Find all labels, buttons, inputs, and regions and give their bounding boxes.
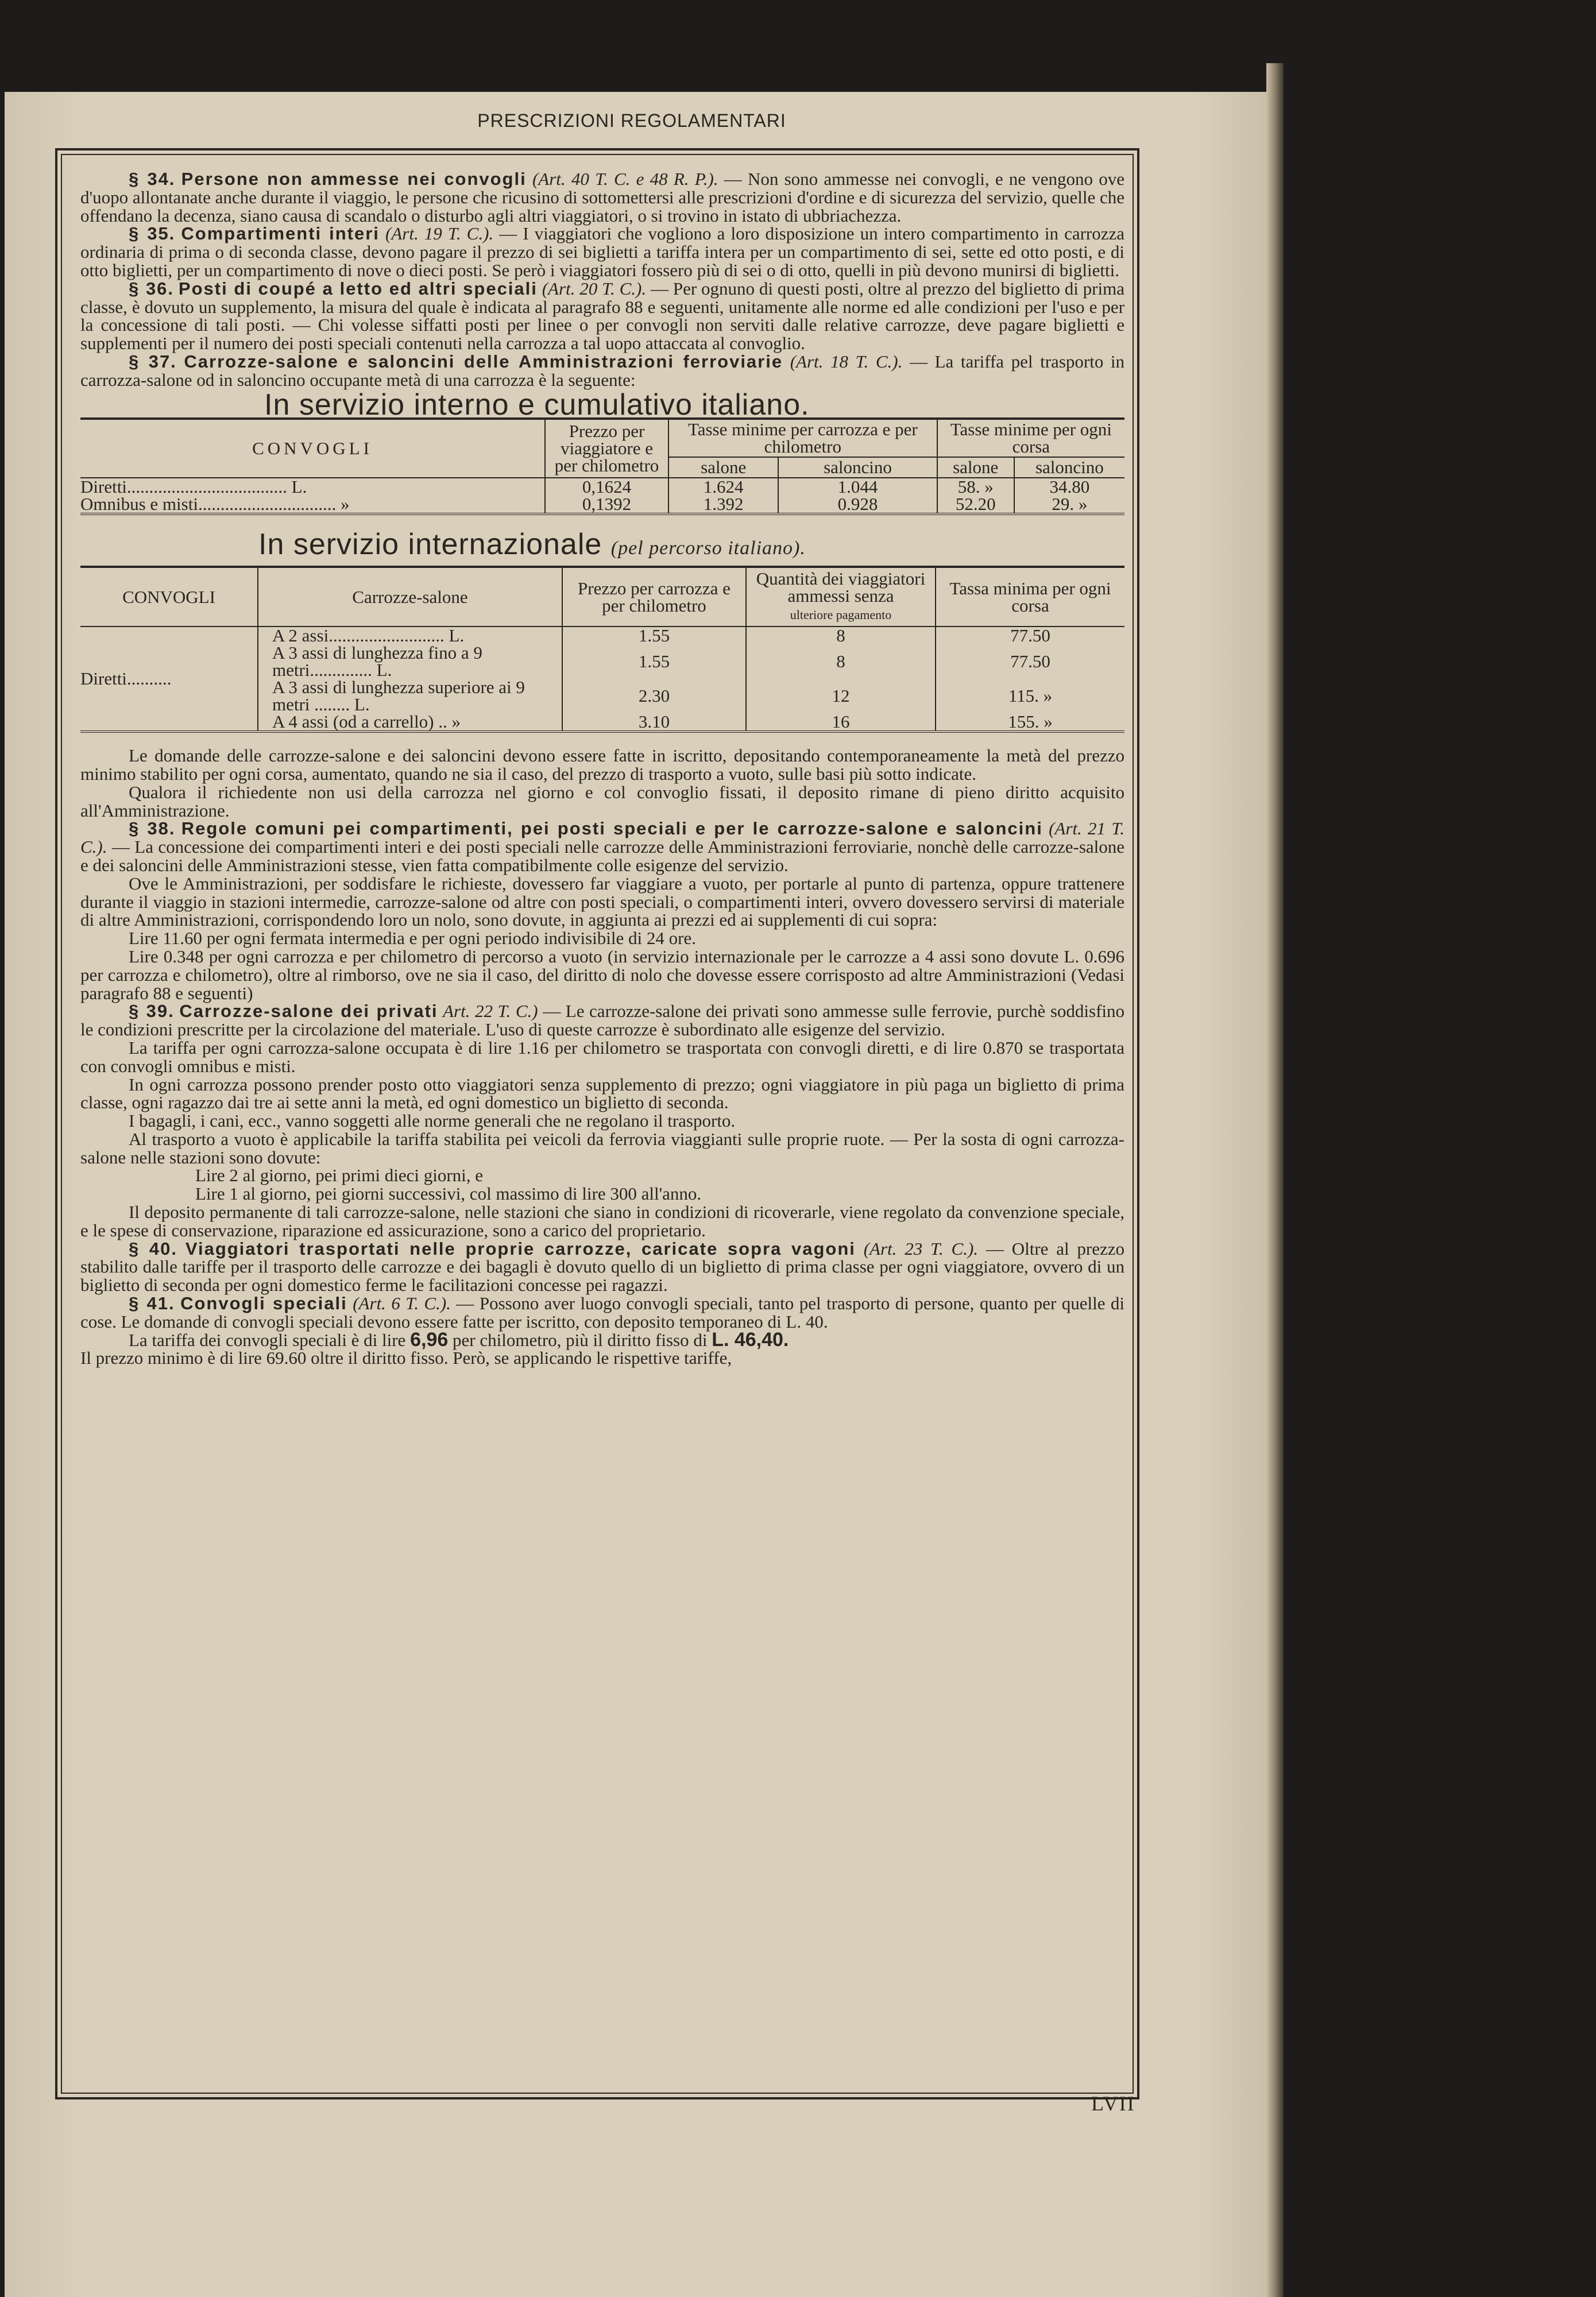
section-number: § 37. xyxy=(129,351,177,372)
section-title: Carrozze-salone dei privati xyxy=(179,1001,438,1022)
section-title: Convogli speciali xyxy=(180,1293,347,1314)
section-ref: (Art. 40 T. C. e 48 R. P.). xyxy=(532,169,718,189)
section-text: — Possono aver luogo convogli speciali, tanto pel trasporto di persone, quanto per quelle di cose. Le domande di convogli speciali devono essere fatte per iscritto, con deposito temporaneo di L. 40. xyxy=(80,1293,1125,1332)
section-ref: (Art. 21 T. C.). xyxy=(80,818,1125,857)
section-ref: (Art. 20 T. C.). xyxy=(542,278,647,299)
section-text: — Non sono ammesse nei convogli, e ne vengono ove d'uopo allontanate anche durante il viaggio, le persone che ricusino di sottomettersi alle prescrizioni d'ordine e di sicurezza del servizio, quelle che offendano la decenza, siano causa di scandalo o disturbo agli altri viaggiatori, o si trovino in istato di ubbriachezza. xyxy=(80,169,1125,226)
paragraph: Il prezzo minimo è di lire 69.60 oltre il diritto fisso. Però, se applicando le rispettive tariffe, xyxy=(80,1348,732,1368)
col-saloncino-km: saloncino xyxy=(778,457,937,478)
section-text: — La tariffa pel trasporto in carrozza-salone od in saloncino occupante metà di una carrozza è la seguente: xyxy=(80,351,1125,390)
section-title: Carrozze-salone e saloncini delle Amministrazioni ferroviarie xyxy=(184,351,783,372)
col-quantita: Quantità dei viaggiatori ammessi senza ulteriore pagamento xyxy=(746,567,936,627)
paragraph: I bagagli, i cani, ecc., vanno soggetti alle norme generali che ne regolano il trasporto. xyxy=(129,1111,736,1131)
section-text: — Oltre al prezzo stabilito dalle tariffe per il trasporto delle carrozze e dei bagagli è dovuto quello di un biglietto di prima classe per ogni viaggiatore, ovvero di un biglietto di seconda per ogni domestico ferme le facilitazioni concesse pei ragazzi. xyxy=(80,1238,1125,1296)
section-number: § 34. xyxy=(129,169,176,189)
paragraph: Lire 0.348 per ogni carrozza e per chilometro di percorso a vuoto (in servizio internazionale per le carrozze a 4 assi sono dovute L. 0.696 per carrozza e chilometro), oltre al rimborso, ove ne sia il caso, del diritto di nolo che dovesse essere corrisposto ad altre Amministrazioni (Vedasi paragrafo 88 e seguenti) xyxy=(80,946,1124,1003)
section-number: § 38. xyxy=(129,818,176,839)
section-text: — I viaggiatori che vogliono a loro disposizione un intero compartimento in carrozza ordinaria di prima o di seconda classe, devono pagare il prezzo di sei biglietti a tariffa intera per un compartimento di sei, sette ed otto posti, e di otto biglietti, per un compartimento di nove o dieci posti. Se però i viaggiatori fossero più di sei o di otto, quelli in più devono munirsi di biglietti. xyxy=(80,223,1125,280)
col-carrozze: Carrozze-salone xyxy=(258,567,562,627)
col-tassa: Tassa minima per ogni corsa xyxy=(936,567,1124,627)
col-tasse-corsa: Tasse minime per ogni corsa xyxy=(937,419,1124,457)
col-prezzo: Prezzo per carrozza e per chilometro xyxy=(562,567,746,627)
table-interno xyxy=(80,417,1124,515)
section-text: — Per ognuno di questi posti, oltre al prezzo del biglietto di prima classe, è dovuto un supplemento, la misura del quale è indicata al paragrafo 88 e seguenti, unitamente alle norme ed alle condizioni per l'uso e per la concessione di tali posti. — Chi volesse siffatti posti per linee o per convogli non serviti dalle relative carrozze, deve pagare biglietti e supplementi per il numero dei posti speciali contenuti nella carrozza a tal uopo attaccata al convoglio. xyxy=(80,278,1124,354)
section-title: Regole comuni pei compartimenti, pei posti speciali e per le carrozze-salone e saloncini xyxy=(181,818,1043,839)
section-35 xyxy=(80,225,1124,279)
section-ref: (Art. 18 T. C.). xyxy=(790,351,903,372)
table-row: Diretti.......... A 2 assi.......................... L. 1.55 8 77.50 xyxy=(80,627,1124,644)
section-36 xyxy=(80,280,1124,353)
paragraph: Al trasporto a vuoto è applicabile la tariffa stabilita pei veicoli da ferrovia viaggianti sulle proprie ruote. — Per la sosta di ogni carrozza-salone nelle stazioni sono dovute: xyxy=(80,1128,1124,1167)
col-tasse-km: Tasse minime per carrozza e per chilometro xyxy=(668,419,937,457)
table2-title: In servizio internazionale (pel percorso italiano). xyxy=(258,528,806,562)
paragraph: Lire 11.60 per ogni fermata intermedia e per ogni periodo indivisibile di 24 ore. xyxy=(129,928,696,949)
paragraph: In ogni carrozza possono prender posto otto viaggiatori senza supplemento di prezzo; ogni viaggiatore in più paga un biglietto di prima classe, ogni ragazzo dai tre ai sette anni la metà, ed ogni domestico un biglietto di seconda. xyxy=(80,1074,1124,1113)
paragraph: La tariffa dei convogli speciali è di lire 6,96 per chilometro, più il diritto fisso di L. 46,40. xyxy=(129,1328,789,1351)
paragraph: La tariffa per ogni carrozza-salone occupata è di lire 1.16 per chilometro se trasportata con convogli diretti, e di lire 0.870 se trasportata con convogli omnibus e misti. xyxy=(80,1037,1124,1076)
section-ref: (Art. 6 T. C.). xyxy=(353,1293,451,1314)
col-salone-corsa: salone xyxy=(937,457,1014,478)
section-38 xyxy=(80,819,1124,874)
paragraph: Il deposito permanente di tali carrozze-salone, nelle stazioni che siano in condizioni di ricoverarle, viene regolato da convenzione speciale, e le spese di conservazione, riparazione ed assicurazione, sono a carico del proprietario. xyxy=(80,1202,1124,1240)
section-ref: Art. 22 T. C.) xyxy=(443,1001,538,1022)
col-prezzo: Prezzo per viaggiatore e per chilometro xyxy=(545,419,668,478)
running-head: PRESCRIZIONI REGOLAMENTARI xyxy=(477,110,786,131)
table1-title: In servizio interno e cumulativo italiano. xyxy=(264,388,810,421)
table-internazionale xyxy=(80,566,1124,733)
paragraph: Ove le Amministrazioni, per soddisfare le richieste, dovessero far viaggiare a vuoto, per portarle al punto di partenza, oppure trattenere durante il viaggio in stazioni intermedie, carrozze-salone od altre con posti speciali, o compartimenti interi, ovvero dovessero servirsi di materiale di altre Amministrazioni, corrispondendo loro un nolo, sono dovute, in aggiunta ai prezzi ed ai supplementi di cui sopra: xyxy=(80,873,1124,930)
section-number: § 41. xyxy=(129,1293,175,1314)
section-text: — Le carrozze-salone dei privati sono ammesse sulle ferrovie, purchè soddisfino le condizioni prescritte per la circolazione del materiale. L'uso di queste carrozze è subordinato alle esigenze del servizio. xyxy=(80,1001,1124,1040)
section-text: — La concessione dei compartimenti interi e dei posti speciali nelle carrozze delle Amministrazioni ferroviarie, nonchè delle carrozze-salone e dei saloncini delle Amministrazioni stesse, vien fatta compatibilmente colle esigenze del servizio. xyxy=(80,837,1125,875)
section-number: § 39. xyxy=(129,1001,175,1022)
section-title: Compartimenti interi xyxy=(181,223,380,244)
section-number: § 40. xyxy=(129,1238,178,1259)
section-41 xyxy=(80,1294,1124,1331)
page-number: LVII xyxy=(1091,2092,1135,2115)
section-title: Viaggiatori trasportati nelle proprie carrozze, caricate sopra vagoni xyxy=(185,1238,856,1259)
page-edge xyxy=(1266,63,1284,2297)
section-ref: (Art. 23 T. C.). xyxy=(863,1238,979,1259)
table-row: Diretti.................................... L. 0,1624 1.624 1.044 58. » 34.80 xyxy=(80,478,1124,496)
section-number: § 35. xyxy=(129,223,176,244)
col-convogli: CONVOGLI xyxy=(80,419,545,478)
col-convogli: CONVOGLI xyxy=(80,567,258,627)
section-34 xyxy=(80,170,1124,225)
section-40 xyxy=(80,1240,1124,1294)
table-row: Omnibus e misti............................... » 0,1392 1.392 0.928 52.20 29. » xyxy=(80,496,1124,514)
paragraph: Qualora il richiedente non usi della carrozza nel giorno e col convoglio fissati, il deposito rimane di pieno diritto acquisito all'Amministrazione. xyxy=(80,782,1124,821)
section-39 xyxy=(80,1002,1124,1039)
col-salone-km: salone xyxy=(668,457,778,478)
section-number: § 36. xyxy=(129,278,175,299)
col-saloncino-corsa: saloncino xyxy=(1014,457,1124,478)
table-row: A 4 assi (od a carrello) .. » 3.10 16 155. » xyxy=(80,713,1124,732)
section-ref: (Art. 19 T. C.). xyxy=(385,223,494,244)
table-row: A 3 assi di lunghezza fino a 9 metri.............. L. 1.55 8 77.50 xyxy=(80,644,1124,679)
section-37 xyxy=(80,353,1124,389)
page-content xyxy=(80,170,1124,1367)
paragraph: Le domande delle carrozze-salone e dei saloncini devono essere fatte in iscritto, depositando contemporaneamente la metà del prezzo minimo stabilito per ogni corsa, aumentato, quando ne sia il caso, del prezzo di trasporto a vuoto, sulle basi più sotto indicate. xyxy=(80,745,1124,784)
table-row: A 3 assi di lunghezza superiore ai 9 metri ........ L. 2.30 12 115. » xyxy=(80,679,1124,713)
section-title: Posti di coupé a letto ed altri speciali xyxy=(178,278,538,299)
paragraph: Lire 2 al giorno, pei primi dieci giorni, e xyxy=(195,1165,484,1186)
section-title: Persone non ammesse nei convogli xyxy=(181,169,527,189)
paragraph: Lire 1 al giorno, pei giorni successivi, col massimo di lire 300 all'anno. xyxy=(195,1184,702,1204)
